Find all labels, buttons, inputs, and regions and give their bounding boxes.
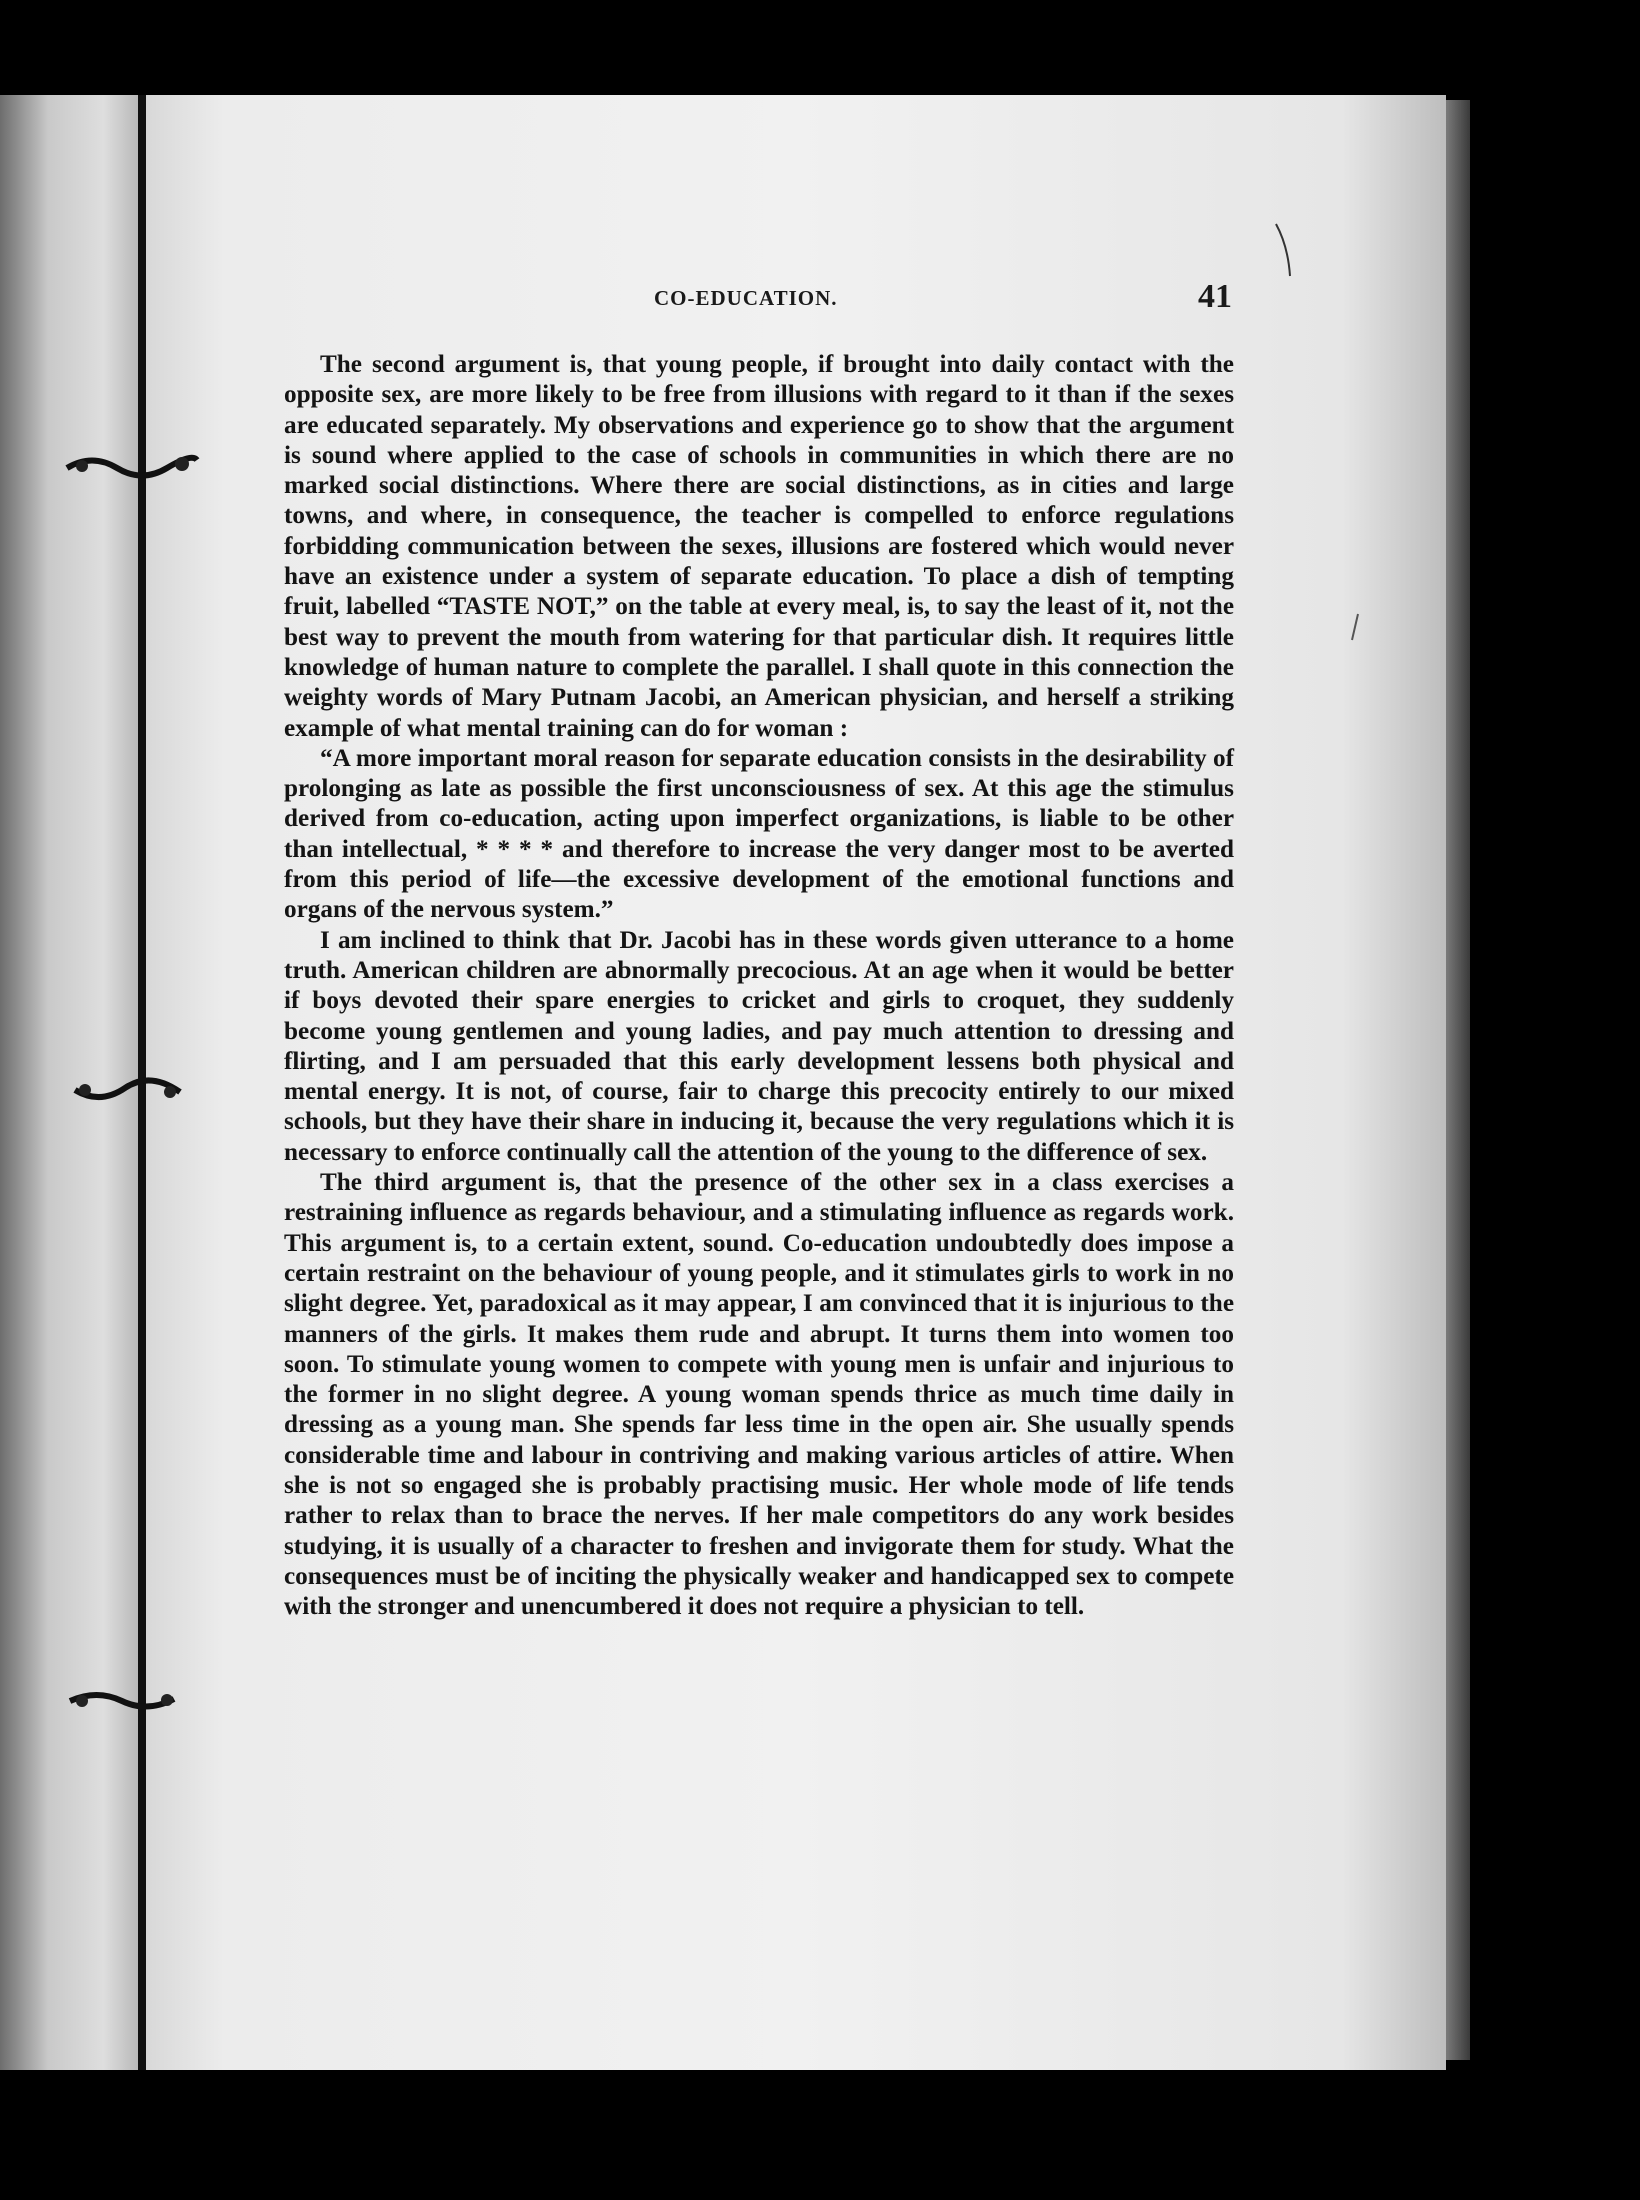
body-text [284, 350, 1234, 1622]
page-number: 41 [1198, 278, 1232, 315]
page-edge-shadow [1446, 100, 1470, 2060]
binding-stitch-middle [70, 1070, 190, 1110]
paragraph-precocity: I am inclined to think that Dr. Jacobi has in these words given utterance to a home truth. American children are abnormally precocious. At an age when it would be better if boys devoted their spare energies to cricket and girls to croquet, they suddenly become young gentlemen and young ladies, and pay much attention to dressing and flirting, and I am persuaded that this early development lessens both physical and mental energy. It is not, of course, fair to charge this precocity entirely to our mixed schools, but they have their share in inducing it, because the very regulations which it is necessary to enforce continually call the attention of the young to the difference of sex. [284, 926, 1234, 1166]
pencil-mark-right [1348, 612, 1362, 642]
paragraph-jacobi-quote: “A more important moral reason for separate education consists in the desirability of prolonging as late as possible the first unconsciousness of sex. At this age the stimulus derived from co-education, acting upon imperfect organizations, is liable to be other than intellectual, * * * * and therefore to increase the very danger most to be averted from this period of life—the excessive development of the emotional functions and organs of the nervous system.” [284, 744, 1234, 924]
running-head: CO-EDUCATION. [654, 286, 838, 310]
paragraph-third-argument: The third argument is, that the presence of the other sex in a class exercises a restraining influence as regards behaviour, and a stimulating influence as regards work. This argument is, to a certain extent, sound. Co-education undoubtedly does impose a certain restraint on the behaviour of young people, and it stimulates girls to work in no slight degree. Yet, paradoxical as it may appear, I am convinced that it is injurious to the manners of the girls. It makes them rude and abrupt. It turns them into women too soon. To stimulate young women to compete with young men is unfair and injurious to the former in no slight degree. A young woman spends thrice as much time daily in dressing as a young man. She spends far less time in the open air. She usually spends considerable time and labour in contriving and making various articles of attire. When she is not so engaged she is probably practising music. Her whole mode of life tends rather to relax than to brace the nerves. If her male competitors do any work besides studying, it is usually of a character to freshen and invigorate them for study. What the consequences must be of inciting the physically weaker and handicapped sex to compete with the stronger and unencumbered it does not require a physician to tell. [284, 1169, 1234, 1621]
binding-stitch-top [62, 448, 202, 488]
paragraph-second-argument: The second argument is, that young people, if brought into daily contact with the opposite sex, are more likely to be free from illusions with regard to it than if the sexes are educated separately. My observations and experience go to show that the argument is sound where applied to the case of schools in communities in which there are no marked social distinctions. Where there are social distinctions, as in cities and large towns, and where, in consequence, the teacher is compelled to enforce regulations forbidding communication between the sexes, illusions are fostered which would never have an existence under a system of separate education. To place a dish of tempting fruit, labelled “TASTE NOT,” on the table at every meal, is, to say the least of it, not the best way to prevent the mouth from watering for that particular dish. It requires little knowledge of human nature to complete the parallel. I shall quote in this connection the weighty words of Mary Putnam Jacobi, an American physician, and herself a striking example of what mental training can do for woman : [284, 351, 1234, 742]
binding-stitch-bottom [62, 1683, 182, 1719]
pencil-mark-top-right [1270, 220, 1300, 280]
